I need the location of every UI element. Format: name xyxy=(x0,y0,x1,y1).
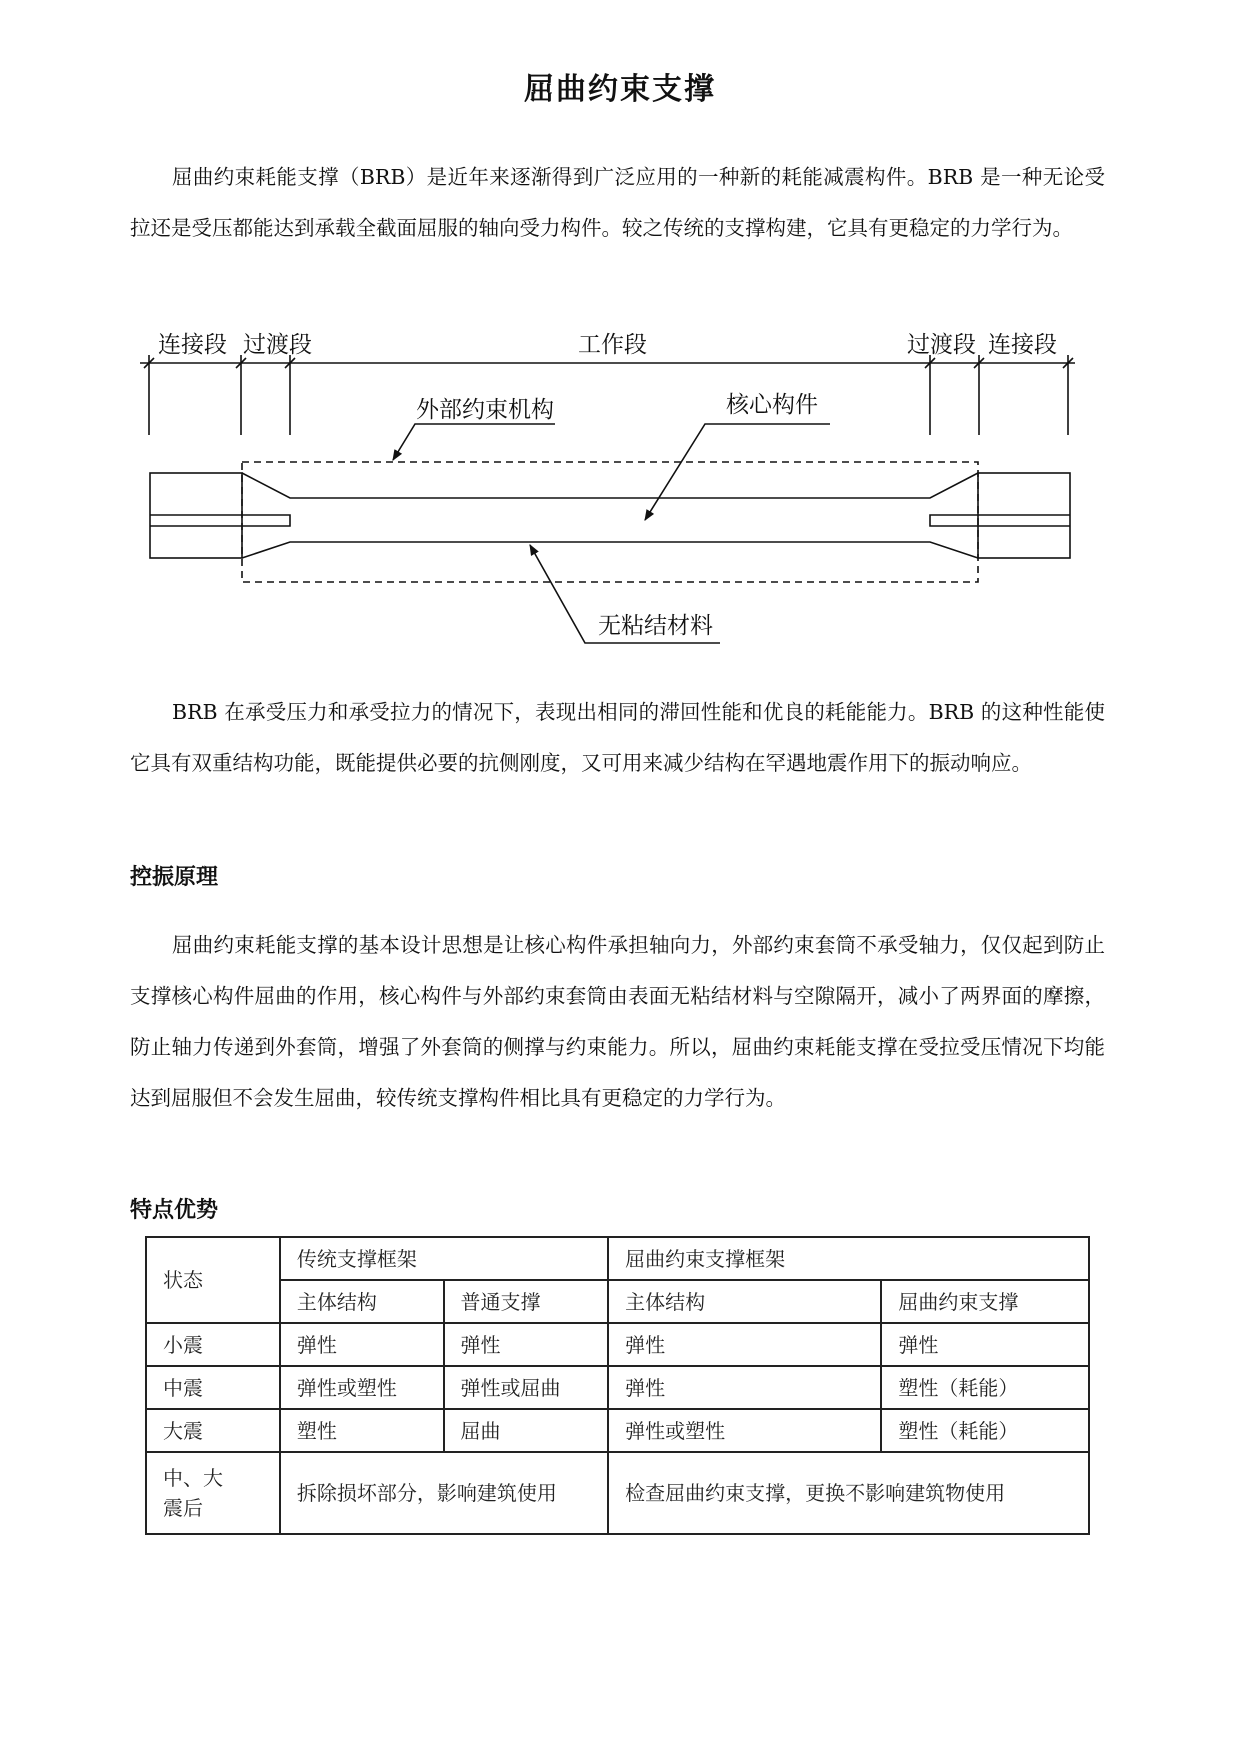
table-cell-state: 大震 xyxy=(146,1409,280,1452)
table-header-traditional: 传统支撑框架 xyxy=(280,1237,608,1280)
label-unbonded-material: 无粘结材料 xyxy=(598,613,713,639)
table-cell-state: 中震 xyxy=(146,1366,280,1409)
table-header-state: 状态 xyxy=(146,1237,280,1323)
table-cell: 拆除损坏部分，影响建筑使用 xyxy=(280,1452,608,1534)
table-cell: 弹性 xyxy=(444,1323,609,1366)
dimension-ticks xyxy=(144,355,1073,435)
table-cell: 塑性（耗能） xyxy=(881,1366,1089,1409)
intro-paragraph: 屈曲约束耗能支撑（BRB）是近年来逐渐得到广泛应用的一种新的耗能减震构件。BRB 是一种无论受拉还是受压都能达到承载全截面屈服的轴向受力构件。较之传统的支撑构建，它具有更稳定的力学行为。 xyxy=(130,165,1105,240)
table-subheader: 屈曲约束支撑 xyxy=(881,1280,1089,1323)
table-subheader: 主体结构 xyxy=(280,1280,444,1323)
table-cell: 弹性 xyxy=(280,1323,444,1366)
table-cell: 弹性或塑性 xyxy=(608,1409,881,1452)
principle-paragraph: 屈曲约束耗能支撑的基本设计思想是让核心构件承担轴向力，外部约束套筒不承受轴力，仅仅起到防止支撑核心构件屈曲的作用，核心构件与外部约束套筒由表面无粘结材料与空隙隔开，减小了两界面的摩擦，防止轴力传递到外套筒，增强了外套筒的侧撑与约束能力。所以，屈曲约束耗能支撑在受拉受压情况下均能达到屈服但不会发生屈曲，较传统支撑构件相比具有更稳定的力学行为。 xyxy=(130,933,1105,1110)
core-member-bottom xyxy=(242,542,978,558)
table-cell-state: 中、大震后 xyxy=(146,1452,280,1534)
table-cell: 弹性 xyxy=(608,1323,881,1366)
table-row xyxy=(146,1366,1089,1409)
label-transition-right: 过渡段 xyxy=(907,332,976,358)
table-cell-state: 小震 xyxy=(146,1323,280,1366)
label-outer-restraint: 外部约束机构 xyxy=(416,397,554,423)
table-cell: 弹性或屈曲 xyxy=(444,1366,609,1409)
leader-core xyxy=(645,424,830,520)
page-title: 屈曲约束支撑 xyxy=(524,72,716,107)
table-row xyxy=(146,1409,1089,1452)
label-connect-right: 连接段 xyxy=(988,332,1057,358)
table-cell: 弹性或塑性 xyxy=(280,1366,444,1409)
table-cell: 塑性 xyxy=(280,1409,444,1452)
right-slot xyxy=(930,515,978,526)
label-connect-left: 连接段 xyxy=(158,332,227,358)
table-cell: 塑性（耗能） xyxy=(881,1409,1089,1452)
table-header-brb: 屈曲约束支撑框架 xyxy=(608,1237,1089,1280)
brb-performance-paragraph: BRB 在承受压力和承受拉力的情况下，表现出相同的滞回性能和优良的耗能能力。BRB 的这种性能使它具有双重结构功能，既能提供必要的抗侧刚度，又可用来减少结构在罕遇地震作用下的振动响应。 xyxy=(130,700,1105,775)
label-core-member: 核心构件 xyxy=(726,392,818,418)
left-slot xyxy=(242,515,290,526)
table-cell: 屈曲 xyxy=(444,1409,609,1452)
label-transition-left: 过渡段 xyxy=(243,332,312,358)
table-subheader-row xyxy=(146,1280,1089,1323)
table-cell: 检查屈曲约束支撑，更换不影响建筑物使用 xyxy=(608,1452,1089,1534)
core-member-top xyxy=(242,473,978,498)
table-cell: 弹性 xyxy=(881,1323,1089,1366)
label-work-segment: 工作段 xyxy=(578,332,647,358)
leader-outer xyxy=(393,424,555,460)
table-header-row xyxy=(146,1237,1089,1280)
table-cell: 弹性 xyxy=(608,1366,881,1409)
section-heading-advantages: 特点优势 xyxy=(130,1198,219,1223)
brb-diagram xyxy=(0,0,1240,680)
section-heading-principle: 控振原理 xyxy=(130,865,219,890)
table-row xyxy=(146,1452,1089,1534)
table-subheader: 主体结构 xyxy=(608,1280,881,1323)
comparison-table xyxy=(145,1236,1090,1535)
table-subheader: 普通支撑 xyxy=(444,1280,609,1323)
table-row xyxy=(146,1323,1089,1366)
outer-restraint-dashed xyxy=(242,462,978,582)
